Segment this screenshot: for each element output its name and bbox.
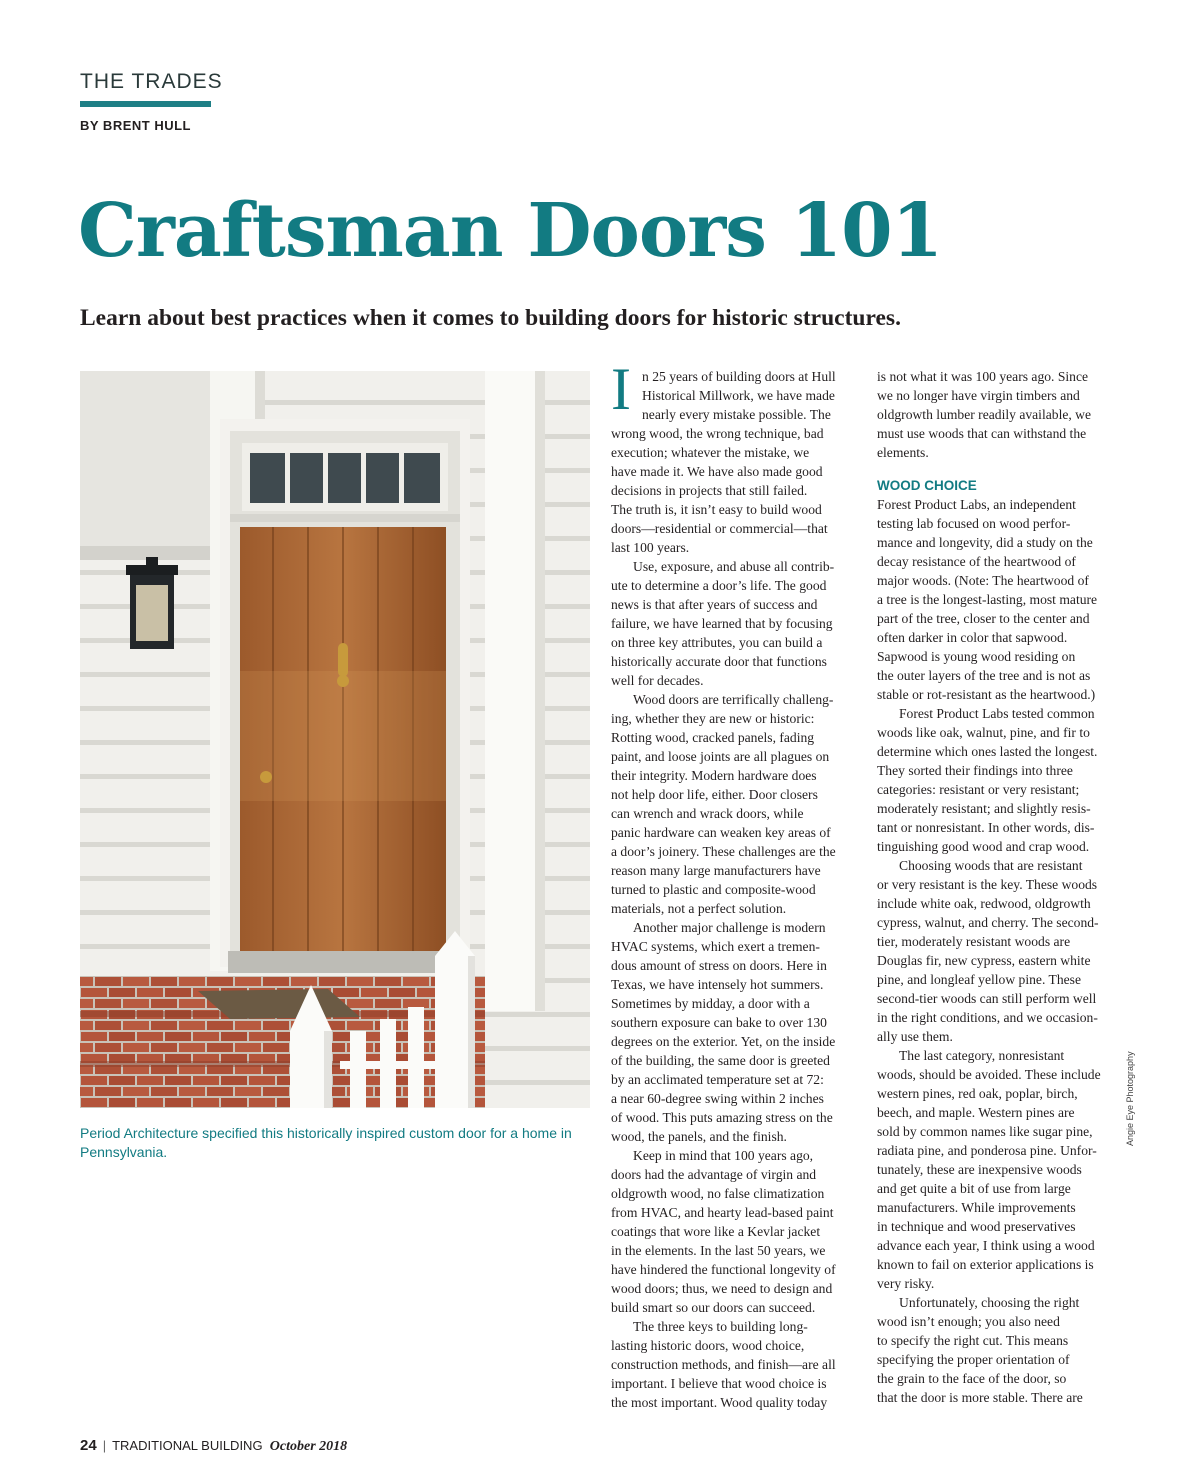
text-line: historically accurate door that functions — [611, 654, 827, 669]
text-line: Forest Product Labs, an independent — [877, 497, 1076, 512]
byline: BY BRENT HULL — [80, 118, 191, 133]
text-line: moderately resistant; and slightly resis- — [877, 801, 1091, 816]
issue-date: October 2018 — [269, 1439, 348, 1454]
text-line: radiata pine, and ponderosa pine. Unfor- — [877, 1143, 1097, 1158]
text-line: Douglas fir, new cypress, eastern white — [877, 953, 1091, 968]
drop-cap: I — [611, 356, 631, 422]
text-line: reason many large manufacturers have — [611, 863, 821, 878]
text-line: a door’s joinery. These challenges are the — [611, 844, 836, 859]
intro-block — [611, 356, 856, 424]
text-line: determine which ones lasted the longest. — [877, 744, 1098, 759]
text-line: ute to determine a door’s life. The good — [611, 578, 827, 593]
text-line: specifying the proper orientation of — [877, 1352, 1070, 1367]
text-line: panic hardware can weaken key areas of — [611, 825, 831, 840]
text-line: Keep in mind that 100 years ago, — [633, 1148, 814, 1163]
body-column-1 — [611, 356, 856, 1412]
text-line: well for decades. — [611, 673, 704, 688]
text-line: Choosing woods that are resistant — [899, 858, 1083, 873]
text-line: materials, not a perfect solution. — [611, 901, 787, 916]
column-1-text — [611, 424, 856, 1412]
text-line: western pines, red oak, poplar, birch, — [877, 1086, 1078, 1101]
text-line: mance and longevity, did a study on the — [877, 535, 1093, 550]
text-line: very risky. — [877, 1276, 935, 1291]
text-line: the grain to the face of the door, so — [877, 1371, 1067, 1386]
footer-separator: | — [102, 1438, 107, 1453]
text-line: n 25 years of building doors at Hull — [642, 369, 836, 384]
text-line: in technique and wood preservatives — [877, 1219, 1076, 1234]
text-line: ally use them. — [877, 1029, 953, 1044]
text-line: cypress, walnut, and cherry. The second- — [877, 915, 1099, 930]
text-line: by an acclimated temperature set at 72: — [611, 1072, 824, 1087]
text-line: doors had the advantage of virgin and — [611, 1167, 817, 1182]
text-line: often darker in color that sapwood. — [877, 630, 1068, 645]
text-line: degrees on the exterior. Yet, on the inside — [611, 1034, 836, 1049]
text-line: woods, should be avoided. These include — [877, 1067, 1101, 1082]
text-line: major woods. (Note: The heartwood of — [877, 573, 1089, 588]
text-line: their integrity. Modern hardware does — [611, 768, 817, 783]
text-line: build smart so our doors can succeed. — [611, 1300, 816, 1315]
text-line: second-tier woods can still perform well — [877, 991, 1097, 1006]
text-line: HVAC systems, which exert a tremen- — [611, 939, 820, 954]
text-line: and get quite a bit of use from large — [877, 1181, 1071, 1196]
photo-credit — [1125, 1016, 1141, 1156]
article-title: Craftsman Doors 101 — [78, 188, 943, 274]
door-photo — [80, 371, 590, 1108]
text-line: not help door life, either. Door closers — [611, 787, 818, 802]
text-line: to specify the right cut. This means — [877, 1333, 1069, 1348]
text-line: manufacturers. While improvements — [877, 1200, 1076, 1215]
section-rule — [80, 101, 211, 107]
text-line: a near 60-degree swing within 2 inches — [611, 1091, 824, 1106]
text-line: Texas, we have intensely hot summers. — [611, 977, 824, 992]
text-line: lasting historic doors, wood choice, — [611, 1338, 805, 1353]
text-line: the most important. Wood quality today — [611, 1395, 828, 1410]
text-line: The truth is, it isn’t easy to build wood — [611, 502, 822, 517]
text-line: last 100 years. — [611, 540, 690, 555]
text-line: Use, exposure, and abuse all contrib- — [633, 559, 835, 574]
text-line: The last category, nonresistant — [899, 1048, 1065, 1063]
publication-name: TRADITIONAL BUILDING — [112, 1438, 263, 1453]
text-line: coatings that wore like a Kevlar jacket — [611, 1224, 821, 1239]
section-label: THE TRADES — [80, 70, 223, 93]
text-line: the outer layers of the tree and is not as — [877, 668, 1091, 683]
text-line: known to fail on exterior applications is — [877, 1257, 1094, 1272]
column-2-top-text — [877, 367, 1122, 462]
text-line: a tree is the longest-lasting, most mature — [877, 592, 1098, 607]
text-line: must use woods that can withstand the — [877, 426, 1087, 441]
photo-caption: Period Architecture specified this historically inspired custom door for a home in Pennsylvania. — [80, 1125, 572, 1160]
text-line: in the elements. In the last 50 years, we — [611, 1243, 826, 1258]
text-line: southern exposure can bake to over 130 — [611, 1015, 827, 1030]
text-line: Sometimes by midday, a door with a — [611, 996, 810, 1011]
text-line: wrong wood, the wrong technique, bad — [611, 426, 824, 441]
text-line: execution; whatever the mistake, we — [611, 445, 810, 460]
text-line: tier, moderately resistant woods are — [877, 934, 1071, 949]
text-line: from HVAC, and hearty lead-based paint — [611, 1205, 834, 1220]
text-line: tant or nonresistant. In other words, dis- — [877, 820, 1095, 835]
page-number: 24 — [80, 1437, 97, 1454]
text-line: that the door is more stable. There are — [877, 1390, 1083, 1405]
text-line: news is that after years of success and — [611, 597, 818, 612]
text-line: failure, we have learned that by focusing — [611, 616, 833, 631]
text-line: turned to plastic and composite-wood — [611, 882, 816, 897]
text-line: of the building, the same door is greeted — [611, 1053, 830, 1068]
text-line: Forest Product Labs tested common — [899, 706, 1095, 721]
text-line: part of the tree, closer to the center and — [877, 611, 1090, 626]
text-line: woods like oak, walnut, pine, and fir to — [877, 725, 1090, 740]
text-line: have made it. We have also made good — [611, 464, 823, 479]
text-line: Rotting wood, cracked panels, fading — [611, 730, 815, 745]
text-line: paint, and loose joints are all plagues on — [611, 749, 830, 764]
intro-lines — [611, 367, 856, 424]
text-line: testing lab focused on wood perfor- — [877, 516, 1071, 531]
text-line: have hindered the functional longevity of — [611, 1262, 836, 1277]
text-line: beech, and maple. Western pines are — [877, 1105, 1075, 1120]
text-line: wood doors; thus, we need to design and — [611, 1281, 833, 1296]
text-line: construction methods, and finish—are all — [611, 1357, 836, 1372]
article-dek: Learn about best practices when it comes to building doors for historic structures. — [80, 305, 901, 331]
text-line: The three keys to building long- — [633, 1319, 808, 1334]
text-line: tinguishing good wood and crap wood. — [877, 839, 1090, 854]
body-column-2 — [877, 367, 1122, 1407]
text-line: sold by common names like sugar pine, — [877, 1124, 1093, 1139]
text-line: decay resistance of the heartwood of — [877, 554, 1076, 569]
photo-credit-text: Angie Eye Photography — [1125, 1051, 1135, 1146]
text-line: of wood. This puts amazing stress on the — [611, 1110, 833, 1125]
text-line: Another major challenge is modern — [633, 920, 826, 935]
text-line: dous amount of stress on doors. Here in — [611, 958, 827, 973]
text-line: on three key attributes, you can build a — [611, 635, 823, 650]
text-line: important. I believe that wood choice is — [611, 1376, 827, 1391]
text-line: doors—residential or commercial—that — [611, 521, 828, 536]
text-line: Wood doors are terrifically challeng- — [633, 692, 834, 707]
text-line: include white oak, redwood, oldgrowth — [877, 896, 1091, 911]
text-line: oldgrowth lumber readily available, we — [877, 407, 1092, 422]
text-line: wood, the panels, and the finish. — [611, 1129, 787, 1144]
text-line: or very resistant is the key. These woods — [877, 877, 1098, 892]
text-line: is not what it was 100 years ago. Since — [877, 369, 1089, 384]
text-line: They sorted their findings into three — [877, 763, 1073, 778]
page-footer — [80, 1437, 347, 1455]
text-line: can wrench and wrack doors, while — [611, 806, 804, 821]
text-line: decisions in projects that still failed. — [611, 483, 808, 498]
text-line: Sapwood is young wood residing on — [877, 649, 1076, 664]
text-line: elements. — [877, 445, 929, 460]
text-line: Unfortunately, choosing the right — [899, 1295, 1080, 1310]
subhead-wood-choice: WOOD CHOICE — [877, 478, 977, 493]
text-line: advance each year, I think using a wood — [877, 1238, 1095, 1253]
text-line: pine, and longleaf yellow pine. These — [877, 972, 1081, 987]
text-line: oldgrowth wood, no false climatization — [611, 1186, 825, 1201]
text-line: wood isn’t enough; you also need — [877, 1314, 1060, 1329]
text-line: tunately, these are inexpensive woods — [877, 1162, 1082, 1177]
text-line: stable or rot-resistant as the heartwood.) — [877, 687, 1096, 702]
text-line: we no longer have virgin timbers and — [877, 388, 1080, 403]
text-line: Historical Millwork, we have made — [642, 388, 835, 403]
column-2-text — [877, 495, 1122, 1407]
text-line: categories: resistant or very resistant; — [877, 782, 1080, 797]
text-line: in the right conditions, and we occasion- — [877, 1010, 1098, 1025]
text-line: ing, whether they are new or historic: — [611, 711, 815, 726]
text-line: nearly every mistake possible. The — [642, 407, 831, 422]
